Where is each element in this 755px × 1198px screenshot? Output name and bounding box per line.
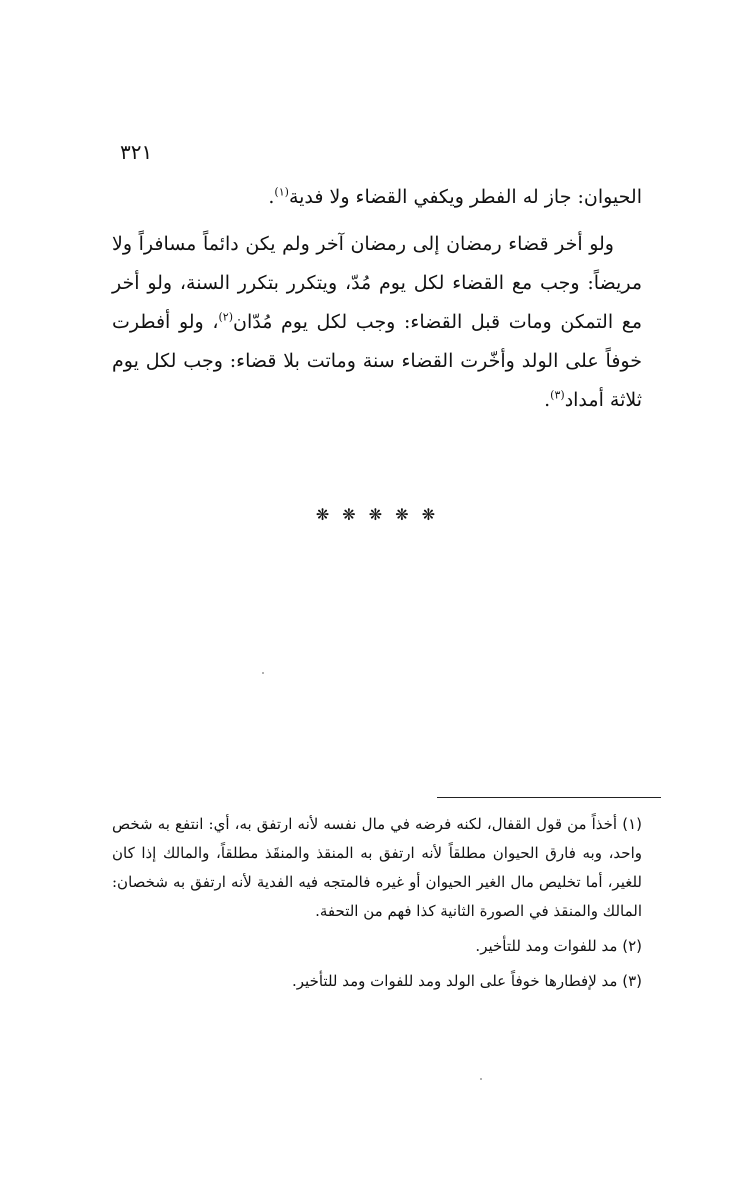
footnote-1-marker: (١) xyxy=(622,815,642,833)
footnote-1-text: أخذاً من قول القفال، لكنه فرضه في مال نفسه لأنه ارتفق به، أي: انتفع به شخص واحد، وبه فارق الحيوان مطلقاً لأنه ارتفق به المنقذ والمنقَذ مطلقاً، والمالك إذا كان للغير، أما تخليص مال الغير الحيوان أو غيره فالمتجه فيه الفدية لأنه ارتفق به شخصان: المالك والمنقذ في الصورة الثانية كذا فهم من التحفة. xyxy=(112,815,642,920)
footnote-ref-2: (٢) xyxy=(218,310,233,324)
paragraph-2-part-1: ولو أخر قضاء رمضان إلى رمضان آخر ولم يكن دائماً مسافراً ولا مريضاً: وجب مع القضاء لكل يوم مُدّ، ويتكرر بتكرر السنة، ولو أخر مع التمكن ومات قبل القضاء: وجب لكل يوم مُدّان xyxy=(112,233,643,333)
footnote-3-marker: (٣) xyxy=(622,972,642,990)
footnote-3 xyxy=(112,967,642,996)
paragraph-1-end: . xyxy=(268,186,275,208)
footnotes xyxy=(112,810,642,1002)
footnote-3-text: مد لإفطارها خوفاً على الولد ومد للفوات ومد للتأخير. xyxy=(292,972,618,990)
paragraph-2-part-2: ، ولو أفطرت خوفاً على الولد وأخّرت القضاء سنة وماتت بلا قضاء: وجب لكل يوم ثلاثة أمداد xyxy=(112,311,642,411)
section-separator: ❋ ❋ ❋ ❋ ❋ xyxy=(315,505,440,524)
footnote-ref-1: (١) xyxy=(274,185,289,199)
footnote-ref-3: (٣) xyxy=(550,388,565,402)
footnote-2-text: مد للفوات ومد للتأخير. xyxy=(475,937,618,955)
footnote-2-marker: (٢) xyxy=(622,937,642,955)
paragraph-1 xyxy=(112,178,642,217)
footnote-1 xyxy=(112,810,642,926)
paragraph-1-text: الحيوان: جاز له الفطر ويكفي القضاء ولا فدية xyxy=(288,186,642,208)
footnote-2 xyxy=(112,932,642,961)
main-text xyxy=(112,178,642,428)
paragraph-2-end: . xyxy=(544,389,551,411)
scan-speck xyxy=(262,672,264,674)
page-number: ٣٢١ xyxy=(120,140,153,164)
paragraph-2 xyxy=(112,225,642,420)
footnote-divider xyxy=(437,797,661,798)
scan-speck xyxy=(480,1078,482,1080)
